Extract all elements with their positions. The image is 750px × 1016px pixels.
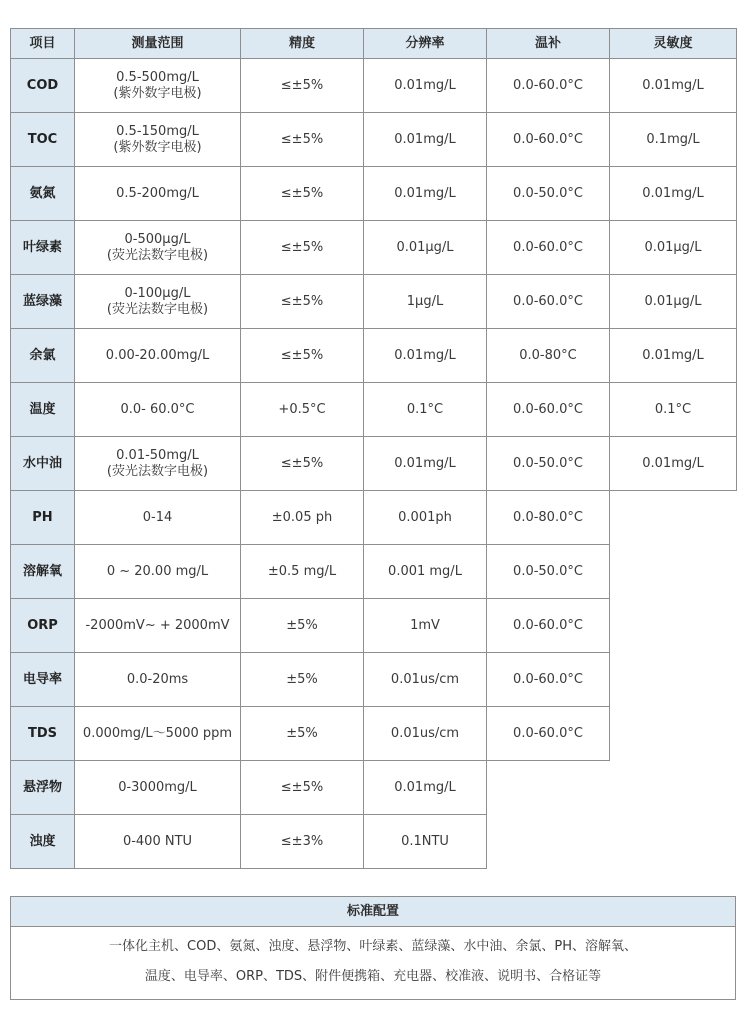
column-header: 温补 bbox=[487, 29, 610, 59]
table-row bbox=[11, 815, 737, 869]
resolution-cell: 0.1NTU bbox=[364, 815, 487, 869]
header-row bbox=[11, 29, 737, 59]
spec-table bbox=[10, 28, 737, 869]
range-line: 0-500μg/L bbox=[124, 231, 191, 247]
temp-comp-cell: 0.0-60.0°C bbox=[487, 707, 610, 761]
resolution-cell: 0.01mg/L bbox=[364, 329, 487, 383]
column-header: 项目 bbox=[11, 29, 75, 59]
range-line: 0.000mg/L～5000 ppm bbox=[82, 725, 233, 741]
range-line: 0 ~ 20.00 mg/L bbox=[106, 563, 209, 579]
temp-comp-cell: 0.0-60.0°C bbox=[487, 221, 610, 275]
accuracy-cell: ±0.05 ph bbox=[241, 491, 364, 545]
table-row bbox=[11, 761, 737, 815]
resolution-cell: 0.01mg/L bbox=[364, 761, 487, 815]
accuracy-cell: ≤±5% bbox=[241, 329, 364, 383]
temp-comp-cell: 0.0-60.0°C bbox=[487, 59, 610, 113]
accuracy-cell: +0.5°C bbox=[241, 383, 364, 437]
range-cell bbox=[75, 707, 241, 761]
column-header: 灵敏度 bbox=[610, 29, 737, 59]
item-name-cell: 余氯 bbox=[11, 329, 75, 383]
range-line: (紫外数字电极) bbox=[113, 139, 202, 155]
range-line: (荧光法数字电极) bbox=[106, 301, 209, 317]
column-header: 分辨率 bbox=[364, 29, 487, 59]
temp-comp-cell: 0.0-60.0°C bbox=[487, 275, 610, 329]
sensitivity-cell: 0.1°C bbox=[610, 383, 737, 437]
range-line: (紫外数字电极) bbox=[113, 85, 202, 101]
table-row bbox=[11, 59, 737, 113]
range-line: -2000mV~ + 2000mV bbox=[85, 617, 230, 633]
item-name-cell: 温度 bbox=[11, 383, 75, 437]
resolution-cell: 0.001ph bbox=[364, 491, 487, 545]
sensitivity-cell: 0.01mg/L bbox=[610, 167, 737, 221]
table-row bbox=[11, 545, 737, 599]
table-row bbox=[11, 491, 737, 545]
accuracy-cell: ±5% bbox=[241, 653, 364, 707]
config-title: 标准配置 bbox=[11, 897, 735, 927]
config-line: 一体化主机、COD、氨氮、浊度、悬浮物、叶绿素、蓝绿藻、水中油、余氯、PH、溶解氧、 bbox=[109, 939, 637, 954]
range-line: 0-14 bbox=[142, 509, 173, 525]
table-row bbox=[11, 437, 737, 491]
table-row bbox=[11, 707, 737, 761]
resolution-cell: 0.01us/cm bbox=[364, 707, 487, 761]
range-cell bbox=[75, 491, 241, 545]
sensitivity-cell: 0.01μg/L bbox=[610, 275, 737, 329]
range-cell bbox=[75, 59, 241, 113]
resolution-cell: 0.001 mg/L bbox=[364, 545, 487, 599]
accuracy-cell: ≤±5% bbox=[241, 761, 364, 815]
table-row bbox=[11, 329, 737, 383]
sensitivity-cell: 0.01mg/L bbox=[610, 59, 737, 113]
accuracy-cell: ±5% bbox=[241, 707, 364, 761]
empty-cell bbox=[610, 491, 737, 545]
config-line: 温度、电导率、ORP、TDS、附件便携箱、充电器、校准液、说明书、合格证等 bbox=[144, 969, 602, 984]
empty-cell bbox=[610, 599, 737, 653]
resolution-cell: 0.1°C bbox=[364, 383, 487, 437]
range-line: (荧光法数字电极) bbox=[106, 247, 209, 263]
range-cell bbox=[75, 653, 241, 707]
column-header: 精度 bbox=[241, 29, 364, 59]
empty-cell bbox=[610, 761, 737, 815]
resolution-cell: 0.01mg/L bbox=[364, 437, 487, 491]
standard-config-box bbox=[10, 896, 736, 1000]
item-name-cell: 蓝绿藻 bbox=[11, 275, 75, 329]
empty-cell bbox=[610, 815, 737, 869]
empty-cell bbox=[610, 653, 737, 707]
table-row bbox=[11, 275, 737, 329]
range-cell bbox=[75, 761, 241, 815]
range-cell bbox=[75, 599, 241, 653]
temp-comp-cell: 0.0-50.0°C bbox=[487, 545, 610, 599]
item-name-cell: 水中油 bbox=[11, 437, 75, 491]
resolution-cell: 0.01mg/L bbox=[364, 113, 487, 167]
empty-cell bbox=[610, 707, 737, 761]
empty-cell bbox=[487, 815, 610, 869]
item-name-cell: 氨氮 bbox=[11, 167, 75, 221]
temp-comp-cell: 0.0-80.0°C bbox=[487, 491, 610, 545]
table-body bbox=[11, 59, 737, 869]
item-name-cell: 溶解氧 bbox=[11, 545, 75, 599]
range-line: 0.01-50mg/L bbox=[116, 447, 199, 463]
temp-comp-cell: 0.0-60.0°C bbox=[487, 113, 610, 167]
accuracy-cell: ±0.5 mg/L bbox=[241, 545, 364, 599]
temp-comp-cell: 0.0-60.0°C bbox=[487, 383, 610, 437]
table-row bbox=[11, 113, 737, 167]
temp-comp-cell: 0.0-50.0°C bbox=[487, 167, 610, 221]
table-row bbox=[11, 383, 737, 437]
accuracy-cell: ≤±5% bbox=[241, 437, 364, 491]
column-header: 测量范围 bbox=[75, 29, 241, 59]
item-name-cell: 叶绿素 bbox=[11, 221, 75, 275]
accuracy-cell: ≤±5% bbox=[241, 275, 364, 329]
range-line: (荧光法数字电极) bbox=[106, 463, 209, 479]
accuracy-cell: ≤±5% bbox=[241, 113, 364, 167]
accuracy-cell: ≤±5% bbox=[241, 167, 364, 221]
table-row bbox=[11, 653, 737, 707]
range-cell bbox=[75, 437, 241, 491]
resolution-cell: 0.01mg/L bbox=[364, 167, 487, 221]
range-line: 0-100μg/L bbox=[124, 285, 191, 301]
table-row bbox=[11, 167, 737, 221]
config-body bbox=[11, 927, 735, 999]
accuracy-cell: ±5% bbox=[241, 599, 364, 653]
item-name-cell: 电导率 bbox=[11, 653, 75, 707]
range-cell bbox=[75, 329, 241, 383]
table-row bbox=[11, 221, 737, 275]
temp-comp-cell: 0.0-80°C bbox=[487, 329, 610, 383]
item-name-cell: TDS bbox=[11, 707, 75, 761]
range-cell bbox=[75, 221, 241, 275]
temp-comp-cell: 0.0-50.0°C bbox=[487, 437, 610, 491]
range-cell bbox=[75, 113, 241, 167]
resolution-cell: 0.01us/cm bbox=[364, 653, 487, 707]
empty-cell bbox=[487, 761, 610, 815]
accuracy-cell: ≤±5% bbox=[241, 221, 364, 275]
temp-comp-cell: 0.0-60.0°C bbox=[487, 599, 610, 653]
resolution-cell: 1mV bbox=[364, 599, 487, 653]
table-row bbox=[11, 599, 737, 653]
temp-comp-cell: 0.0-60.0°C bbox=[487, 653, 610, 707]
range-cell bbox=[75, 545, 241, 599]
resolution-cell: 0.01μg/L bbox=[364, 221, 487, 275]
sensitivity-cell: 0.01mg/L bbox=[610, 437, 737, 491]
accuracy-cell: ≤±5% bbox=[241, 59, 364, 113]
item-name-cell: 悬浮物 bbox=[11, 761, 75, 815]
sensitivity-cell: 0.1mg/L bbox=[610, 113, 737, 167]
range-line: 0.5-150mg/L bbox=[116, 123, 199, 139]
range-line: 0.5-200mg/L bbox=[116, 185, 199, 201]
sensitivity-cell: 0.01mg/L bbox=[610, 329, 737, 383]
item-name-cell: TOC bbox=[11, 113, 75, 167]
resolution-cell: 0.01mg/L bbox=[364, 59, 487, 113]
range-cell bbox=[75, 275, 241, 329]
item-name-cell: PH bbox=[11, 491, 75, 545]
range-cell bbox=[75, 167, 241, 221]
range-line: 0.0-20ms bbox=[126, 671, 189, 687]
accuracy-cell: ≤±3% bbox=[241, 815, 364, 869]
range-line: 0.0- 60.0°C bbox=[120, 401, 195, 417]
resolution-cell: 1μg/L bbox=[364, 275, 487, 329]
range-line: 0-400 NTU bbox=[122, 833, 193, 849]
range-cell bbox=[75, 383, 241, 437]
item-name-cell: ORP bbox=[11, 599, 75, 653]
range-line: 0.00-20.00mg/L bbox=[105, 347, 210, 363]
range-line: 0.5-500mg/L bbox=[116, 69, 199, 85]
item-name-cell: 浊度 bbox=[11, 815, 75, 869]
empty-cell bbox=[610, 545, 737, 599]
item-name-cell: COD bbox=[11, 59, 75, 113]
range-cell bbox=[75, 815, 241, 869]
range-line: 0-3000mg/L bbox=[118, 779, 197, 795]
sensitivity-cell: 0.01μg/L bbox=[610, 221, 737, 275]
